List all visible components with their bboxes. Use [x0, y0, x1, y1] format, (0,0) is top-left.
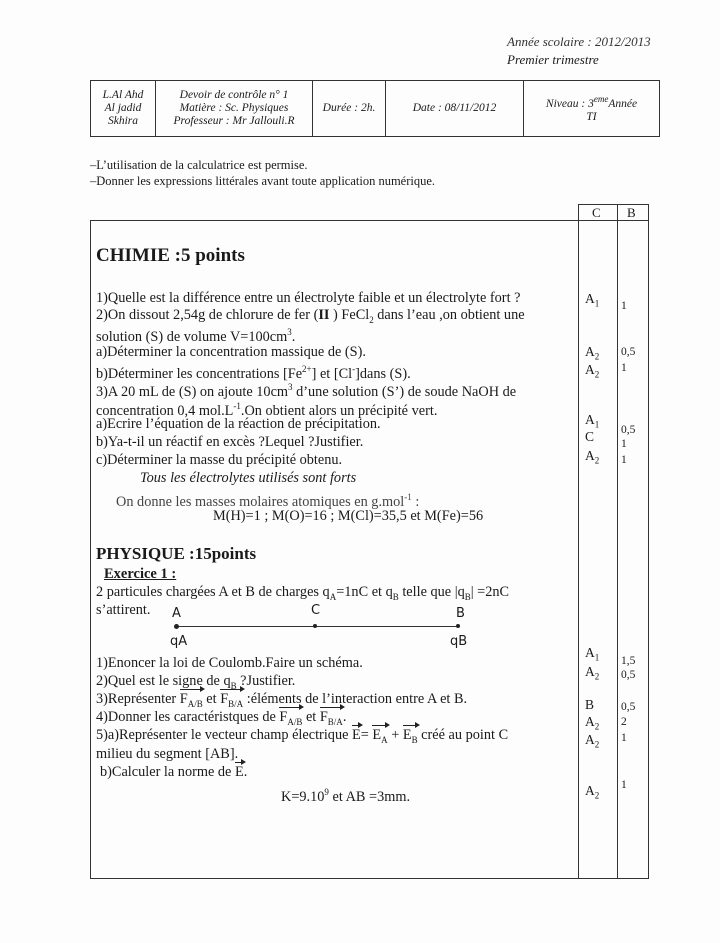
school-year: Année scolaire : 2012/2013 — [507, 34, 651, 49]
competence-level: 2 — [594, 790, 600, 801]
competence-mark — [585, 291, 599, 309]
competence-letter: A — [585, 664, 595, 679]
vector-symbol: F — [179, 691, 188, 707]
text-segment: | =2nC — [470, 584, 510, 600]
vector-subscript: B/A — [327, 716, 343, 727]
text-segment: . — [342, 709, 347, 725]
superscript: 9 — [324, 787, 329, 797]
text-segment: concentration 0,4 mol.L — [96, 402, 234, 419]
points-mark: 1 — [621, 362, 627, 374]
points-mark: 0,5 — [621, 424, 636, 436]
competence-mark — [585, 664, 599, 682]
competence-mark — [585, 412, 599, 430]
subscript: B — [464, 591, 471, 602]
frame-line — [90, 220, 91, 878]
column-c-header: C — [592, 205, 601, 220]
vector-symbol: F — [220, 691, 229, 707]
text-segment: + — [387, 727, 403, 743]
level-class: TI — [586, 110, 597, 123]
competence-level: 2 — [594, 369, 600, 380]
superscript: -1 — [233, 401, 241, 411]
text-segment: 3)Représenter — [96, 691, 180, 707]
physique-question-line — [96, 602, 150, 618]
column-b-header: B — [627, 205, 636, 220]
text-segment: : — [411, 493, 420, 510]
text-segment: ] et [Cl — [311, 365, 353, 382]
frame-line — [90, 220, 649, 221]
text-segment: milieu du segment [AB]. — [96, 746, 239, 762]
vector-subscript: A — [381, 734, 388, 745]
competence-mark — [585, 344, 599, 362]
competence-mark — [585, 783, 599, 801]
text-segment: d’une solution (S’) de soude NaOH de — [292, 383, 517, 400]
teacher: Professeur : Mr Jallouli.R — [173, 115, 295, 127]
competence-mark — [585, 645, 599, 663]
date: Date : 08/11/2012 — [386, 81, 524, 136]
physique-question-line — [281, 784, 410, 805]
competence-level: 2 — [594, 671, 600, 682]
roman-numeral: II — [318, 307, 330, 323]
competence-level: 1 — [594, 419, 600, 430]
text-segment: . — [243, 764, 248, 780]
superscript: 3 — [288, 382, 293, 392]
text-segment: solution (S) de volume V=100cm — [96, 328, 288, 345]
text-segment: M(H)=1 ; M(O)=16 ; M(Cl)=35,5 et M(Fe)=56 — [213, 508, 484, 524]
frame-line — [90, 878, 649, 879]
text-segment: et AB =3mm. — [328, 788, 411, 805]
text-segment: .On obtient alors un précipité vert. — [240, 402, 438, 419]
text-segment: a)Ecrire l’équation de la réaction de précipitation. — [96, 416, 381, 432]
text-segment: créé au point C — [417, 727, 509, 743]
text-segment: telle que |q — [398, 584, 465, 600]
text-segment: b)Calculer la norme de — [100, 764, 235, 780]
chimie-title: CHIMIE :5 points — [96, 245, 245, 266]
exam-title: Devoir de contrôle n° 1 — [179, 89, 289, 101]
vector-subscript: A/B — [187, 698, 203, 709]
header-table — [90, 80, 660, 137]
text-segment: 2)On dissout 2,54g de chlorure de fer ( — [96, 307, 319, 323]
competence-letter: A — [585, 732, 595, 747]
vector-symbol: F — [319, 709, 328, 725]
competence-level: 2 — [594, 351, 600, 362]
text-segment: 2 particules chargées A et B de charges q — [96, 584, 330, 600]
competence-level: 2 — [594, 739, 600, 750]
text-segment: s’attirent. — [96, 602, 151, 618]
vector-symbol: E — [402, 727, 412, 743]
text-segment: On donne les masses molaires atomiques en g.mol — [116, 493, 405, 510]
points-mark: 1 — [621, 300, 627, 312]
level-cell — [524, 81, 659, 136]
competence-letter: C — [585, 429, 595, 444]
point-c — [313, 624, 317, 628]
competence-mark — [585, 362, 599, 380]
points-mark: 2 — [621, 716, 627, 728]
vector-subscript: B — [411, 734, 418, 745]
chimie-question-line — [96, 324, 295, 345]
competence-letter: A — [585, 291, 595, 306]
duration: Durée : 2h. — [313, 81, 386, 136]
subject: Matière : Sc. Physiques — [179, 102, 289, 114]
frame-line — [617, 204, 618, 878]
text-segment: . — [291, 328, 296, 345]
text-segment: :éléments de l’interaction entre A et B. — [243, 691, 468, 707]
physique-question-line — [96, 727, 508, 748]
vector-subscript: B/A — [228, 698, 244, 709]
points-mark: 1,5 — [621, 655, 636, 667]
text-segment: 1)Enoncer la loi de Coulomb.Faire un schéma. — [96, 655, 363, 671]
points-mark: 1 — [621, 438, 627, 450]
competence-letter: A — [585, 412, 595, 427]
competence-level: 2 — [594, 721, 600, 732]
superscript: - — [352, 364, 356, 374]
competence-letter: B — [585, 697, 595, 712]
competence-letter: A — [585, 783, 595, 798]
vector-symbol: F — [279, 709, 288, 725]
label-qb: qB — [450, 634, 468, 649]
competence-level: 2 — [594, 455, 600, 466]
superscript: 3 — [287, 327, 292, 337]
point-b — [456, 624, 460, 628]
superscript: -1 — [404, 492, 412, 502]
points-mark: 0,5 — [621, 669, 636, 681]
subscript: B — [230, 680, 237, 691]
vector-E — [235, 764, 244, 780]
competence-letter: A — [585, 344, 595, 359]
term: Premier trimestre — [507, 52, 599, 67]
subscript: B — [392, 591, 399, 602]
instruction: –L’utilisation de la calculatrice est permise. — [90, 158, 308, 172]
school-cell — [91, 81, 156, 136]
frame-line — [578, 204, 649, 205]
text-segment: b)Déterminer les concentrations [Fe — [96, 365, 303, 382]
text-segment: et — [302, 709, 320, 725]
text-segment: 1)Quelle est la différence entre un électrolyte faible et un électrolyte fort ? — [96, 290, 521, 306]
competence-mark — [585, 448, 599, 466]
text-segment: b)Ya-t-il un réactif en excès ?Lequel ?Justifier. — [96, 434, 364, 450]
superscript: 2+ — [302, 364, 312, 374]
text-segment: dans l’eau ,on obtient une — [373, 307, 525, 323]
text-segment: =1nC et q — [336, 584, 393, 600]
vector-symbol: E — [352, 727, 361, 743]
label-a: A — [172, 606, 181, 621]
competence-letter: A — [585, 714, 595, 729]
competence-mark — [585, 732, 599, 750]
text-segment: = — [360, 727, 373, 743]
physique-question-line — [96, 584, 509, 605]
physique-question-line — [96, 655, 363, 671]
chimie-question-line — [116, 489, 419, 510]
chimie-question-line — [96, 416, 381, 432]
school-line: Skhira — [107, 115, 139, 127]
competence-mark — [585, 429, 594, 445]
label-c: C — [311, 603, 321, 618]
text-segment: 5)a)Représenter le vecteur champ électrique — [96, 727, 353, 743]
point-a — [174, 624, 179, 629]
text-segment: 2)Quel est le signe de q — [96, 673, 231, 689]
chimie-question-line — [96, 344, 366, 360]
vector-E — [372, 727, 387, 748]
competence-letter: A — [585, 448, 595, 463]
text-segment: ) FeCl — [329, 307, 370, 323]
note: Tous les électrolytes utilisés sont forts — [140, 470, 357, 486]
competence-level: 1 — [594, 652, 600, 663]
exercise-title: Exercice 1 : — [104, 566, 177, 582]
frame-line — [648, 204, 649, 878]
school-line: L.Al Ahd — [102, 89, 144, 101]
chimie-question-line — [96, 379, 516, 400]
subscript: 2 — [369, 314, 374, 325]
competence-mark — [585, 697, 594, 713]
school-line: Al jadid — [104, 102, 142, 114]
physique-question-line — [96, 746, 238, 762]
chimie-question-line — [96, 434, 363, 450]
label-b: B — [456, 606, 465, 621]
chimie-question-line — [140, 470, 356, 486]
competence-level: 1 — [594, 298, 600, 309]
points-mark: 1 — [621, 732, 627, 744]
physique-title: PHYSIQUE :15points — [96, 544, 257, 563]
text-segment: 4)Donner les caractéristques de — [96, 709, 280, 725]
points-mark: 1 — [621, 779, 627, 791]
subscript: A — [329, 591, 337, 602]
text-segment: K=9.10 — [281, 788, 325, 805]
label-qa: qA — [170, 634, 188, 649]
frame-line — [578, 204, 579, 878]
vector-symbol: E — [372, 727, 382, 743]
instruction: –Donner les expressions littérales avant toute application numérique. — [90, 174, 436, 188]
text-segment: c)Déterminer la masse du précipité obtenu. — [96, 452, 343, 468]
exam-cell — [156, 81, 313, 136]
chimie-question-line — [96, 452, 342, 468]
text-segment: 3)A 20 mL de (S) on ajoute 10cm — [96, 383, 289, 400]
text-segment: a)Déterminer la concentration massique de (S). — [96, 344, 366, 360]
vector-subscript: A/B — [287, 716, 303, 727]
chimie-question-line — [213, 508, 483, 524]
points-mark: 0,5 — [621, 346, 636, 358]
competence-letter: A — [585, 645, 595, 660]
text-segment: et — [202, 691, 221, 707]
text-segment: ?Justifier. — [236, 673, 296, 689]
segment-ab — [176, 626, 458, 627]
competence-letter: A — [585, 362, 595, 377]
chimie-question-line — [96, 290, 520, 306]
vector-symbol: E — [234, 764, 244, 780]
points-mark: 0,5 — [621, 701, 636, 713]
points-mark: 1 — [621, 454, 627, 466]
vector-E — [403, 727, 418, 748]
text-segment: ]dans (S). — [355, 365, 411, 382]
physique-question-line — [100, 764, 247, 780]
competence-mark — [585, 714, 599, 732]
level: Niveau : 3emeAnnée — [545, 94, 638, 110]
vector-E — [352, 727, 361, 743]
